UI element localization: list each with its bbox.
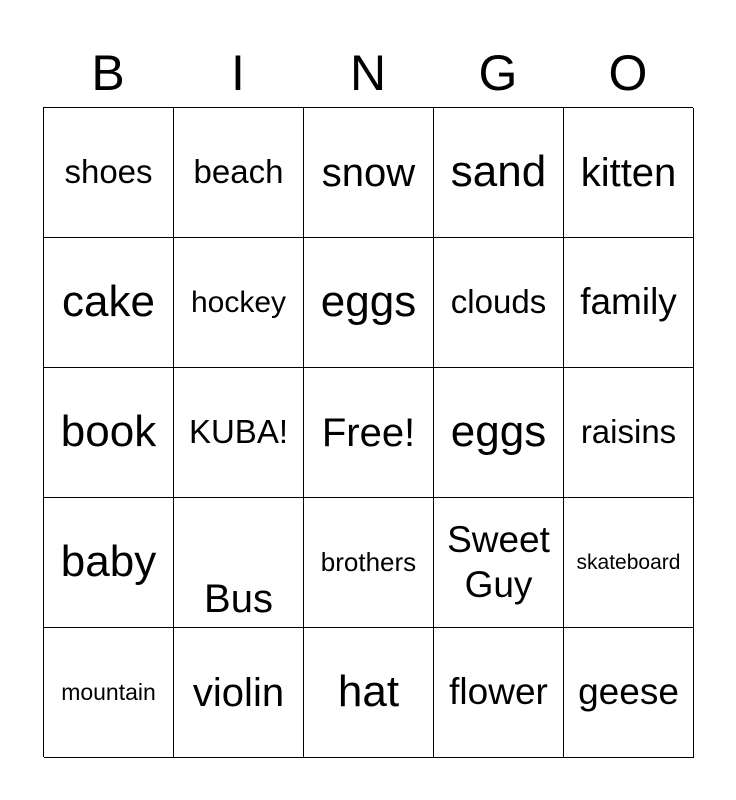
header-letter-i: I xyxy=(231,45,245,101)
cell-text: raisins xyxy=(580,413,677,451)
cell-text: Free! xyxy=(321,410,416,455)
bingo-cell[interactable] xyxy=(44,498,174,628)
cell-text: Bus xyxy=(204,577,273,621)
header-letter-n: N xyxy=(349,45,387,101)
cell-text: eggs xyxy=(320,277,417,327)
bingo-cell[interactable] xyxy=(434,628,564,758)
bingo-cell[interactable] xyxy=(564,238,694,368)
cell-text: eggs xyxy=(450,407,547,457)
bingo-cell[interactable] xyxy=(434,498,564,628)
cell-text: hockey xyxy=(190,286,287,319)
cell-text: geese xyxy=(578,671,679,713)
bingo-cell[interactable] xyxy=(44,368,174,498)
cell-text: brothers xyxy=(320,547,417,578)
bingo-cell[interactable] xyxy=(44,108,174,238)
bingo-cell[interactable] xyxy=(564,108,694,238)
bingo-cell[interactable] xyxy=(174,108,304,238)
cell-text: kitten xyxy=(580,150,677,195)
bingo-cell[interactable] xyxy=(564,628,694,758)
cell-text: KUBA! xyxy=(188,413,289,451)
cell-text: mountain xyxy=(61,678,156,705)
bingo-cell[interactable] xyxy=(304,238,434,368)
cell-text: beach xyxy=(193,153,284,191)
cell-text: book xyxy=(60,407,157,457)
cell-text: snow xyxy=(321,150,416,195)
cell-text: skateboard xyxy=(576,550,681,574)
bingo-cell[interactable] xyxy=(434,108,564,238)
cell-text: family xyxy=(580,281,677,323)
bingo-board xyxy=(43,107,693,757)
bingo-cell[interactable] xyxy=(44,628,174,758)
cell-text: cake xyxy=(62,277,155,327)
cell-text: flower xyxy=(449,671,548,713)
cell-text: baby xyxy=(60,537,157,587)
bingo-cell[interactable] xyxy=(434,238,564,368)
cell-text: Sweet Guy xyxy=(447,519,550,605)
bingo-cell[interactable] xyxy=(174,498,304,628)
bingo-cell[interactable] xyxy=(174,238,304,368)
header-letter-g: G xyxy=(478,45,518,101)
free-space[interactable] xyxy=(304,368,434,498)
bingo-cell[interactable] xyxy=(564,498,694,628)
header-letter-b: B xyxy=(91,45,125,101)
bingo-cell[interactable] xyxy=(304,628,434,758)
bingo-cell[interactable] xyxy=(564,368,694,498)
bingo-cell[interactable] xyxy=(174,368,304,498)
bingo-cell[interactable] xyxy=(304,108,434,238)
cell-text: violin xyxy=(192,670,285,715)
header-letter-o: O xyxy=(608,45,648,101)
bingo-header xyxy=(43,40,693,106)
bingo-cell[interactable] xyxy=(174,628,304,758)
cell-text: clouds xyxy=(450,283,547,321)
bingo-cell[interactable] xyxy=(304,498,434,628)
bingo-cell[interactable] xyxy=(44,238,174,368)
bingo-cell[interactable] xyxy=(434,368,564,498)
cell-text: shoes xyxy=(64,153,153,191)
cell-text: sand xyxy=(450,147,547,197)
cell-text: hat xyxy=(337,667,400,717)
